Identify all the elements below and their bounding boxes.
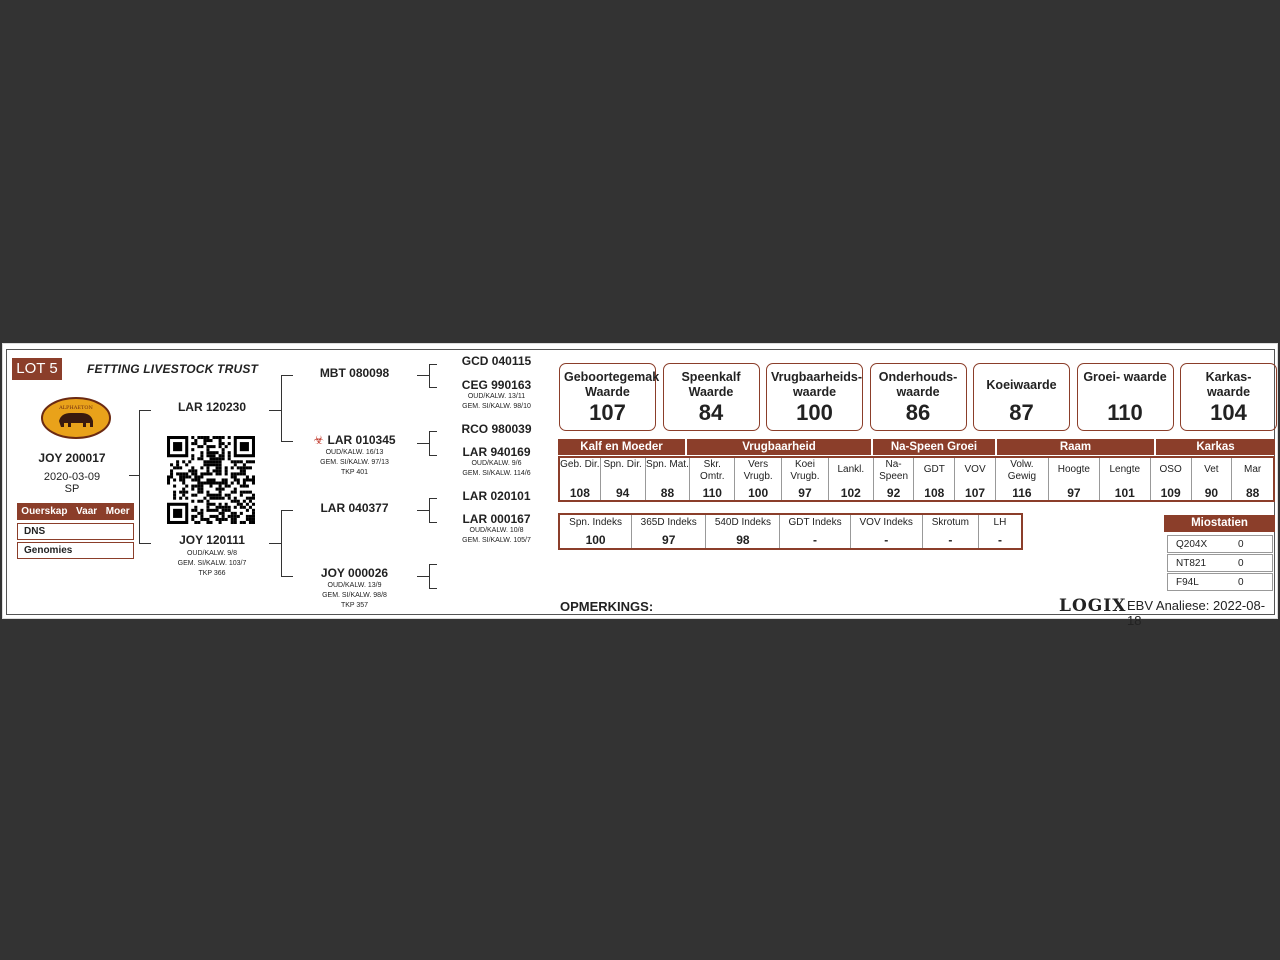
index-cell (632, 515, 706, 548)
pedigree-line (139, 543, 151, 544)
trait-label: Spn. Dir. (603, 459, 642, 470)
index-value: - (884, 533, 889, 547)
pedigree-dss: LAR 020101 (462, 489, 531, 503)
pedigree-ssd: CEG 990163 OUD/KALW. 13/11 GEM. SI/KALW. 98/10 (461, 378, 532, 410)
qr-code[interactable] (167, 436, 255, 524)
group-header-karkas: Karkas (1156, 439, 1275, 455)
index-label: 540D Indeks (714, 517, 771, 528)
trait-cell (874, 458, 915, 500)
trait-cell (1151, 458, 1192, 500)
pedigree-line (281, 375, 282, 441)
pedigree-dam: JOY 120111 OUD/KALW. 9/8 GEM. SI/KALW. 103/7 TKP 366 (177, 533, 247, 577)
trait-value: 116 (1012, 486, 1032, 500)
ebv-box-label: Vrugbaarheids- waarde (771, 370, 862, 399)
ebv-box-label: Karkas- waarde (1205, 370, 1252, 399)
trait-value: 109 (1160, 486, 1181, 500)
trait-value: 88 (660, 486, 675, 500)
pedigree-line (429, 522, 437, 523)
index-cell (979, 515, 1021, 548)
pedigree-line (281, 375, 293, 376)
sire-label: Vaar (76, 506, 98, 517)
trait-value: 100 (748, 486, 769, 500)
breeder-logo (41, 397, 111, 439)
miostatien-value: 0 (1238, 558, 1244, 569)
trait-cell (1232, 458, 1273, 500)
trait-cell (601, 458, 646, 500)
miostatien-gene: F94L (1176, 577, 1199, 588)
pedigree-line (429, 387, 437, 388)
pedigree-line (281, 510, 282, 576)
trait-value: 97 (1067, 486, 1081, 500)
trait-value: 110 (702, 486, 722, 500)
index-table (558, 513, 1023, 550)
trait-value: 90 (1204, 486, 1219, 500)
ebv-box (559, 363, 660, 431)
lot-card (2, 343, 1278, 628)
miostatien-row (1167, 554, 1273, 572)
group-header-raam: Raam (997, 439, 1154, 455)
remarks-label: OPMERKINGS: (560, 599, 654, 614)
dam-label: Moer (105, 506, 130, 517)
pedigree-line (139, 410, 140, 543)
trait-label: Spn. Mat. (646, 459, 689, 470)
lot-card-border (6, 349, 1275, 628)
trait-label: Geb. Dir. (560, 459, 600, 470)
index-cell (923, 515, 979, 548)
pedigree-line (417, 576, 429, 577)
index-value: 97 (662, 533, 676, 547)
group-header-naspeen: Na-Speen Groei (873, 439, 995, 455)
pedigree-sds: RCO 980039 (461, 422, 532, 436)
ebv-box (1077, 363, 1174, 431)
trait-label: Volw. Gewig (1007, 459, 1037, 482)
pedigree-line (269, 410, 281, 411)
ebv-box-label: Geboortegemak Waarde (564, 370, 660, 399)
trait-label: Lankl. (837, 464, 865, 475)
index-value: 100 (585, 533, 606, 547)
logo-text: ALPHAETON (59, 405, 93, 411)
pedigree-line (429, 364, 430, 387)
trait-cell (690, 458, 735, 500)
ebv-box (766, 363, 863, 431)
miostatien-gene: Q204X (1176, 539, 1208, 550)
lot-number: LOT 5 (12, 358, 62, 380)
trait-label: Mar (1244, 464, 1262, 475)
trait-value: 108 (924, 486, 945, 500)
pedigree-line (281, 441, 293, 442)
trait-cell (1100, 458, 1151, 500)
ebv-box-value: 87 (1009, 400, 1034, 425)
pedigree-line (281, 510, 293, 511)
pedigree-line (429, 455, 437, 456)
trait-cell (560, 458, 601, 500)
genomics-row: Genomies (17, 542, 134, 559)
animal-dob: 2020-03-09 (43, 471, 101, 483)
trait-value: 88 (1245, 486, 1260, 500)
index-value: 98 (736, 533, 750, 547)
pedigree-line (139, 410, 151, 411)
ebv-box-value: 107 (589, 400, 626, 425)
animal-sex: SP (64, 483, 80, 495)
index-label: Spn. Indeks (569, 517, 622, 528)
trait-value: 101 (1114, 486, 1135, 500)
index-cell (780, 515, 850, 548)
ebv-box-value: 100 (796, 400, 833, 425)
pedigree-sdd: LAR 940169 OUD/KALW. 9/6 GEM. SI/KALW. 114/6 (462, 445, 531, 477)
ebv-box (1180, 363, 1277, 431)
ebv-analysis-date: EBV Analiese: 2022-08-18 (1127, 598, 1266, 628)
trait-label: Skr. Omtr. (700, 459, 725, 482)
trait-label: GDT (923, 464, 945, 475)
pedigree-line (429, 498, 437, 499)
trait-value: 94 (615, 486, 630, 500)
trait-cell (914, 458, 955, 500)
ebv-box-label: Speenkalf Waarde (681, 370, 741, 399)
miostatien-gene: NT821 (1176, 558, 1207, 569)
trait-cell (829, 458, 874, 500)
ebv-box-value: 104 (1210, 400, 1247, 425)
ebv-box-value: 86 (905, 400, 931, 425)
miostatien-header: Miostatien (1164, 515, 1275, 532)
trait-label: Na- Speen (879, 459, 909, 482)
pedigree-line (429, 588, 437, 589)
award-icon: ☣ (313, 433, 325, 447)
miostatien-value: 0 (1238, 539, 1244, 550)
owner-name: FETTING LIVESTOCK TRUST (87, 362, 259, 376)
ebv-box-value: 84 (698, 400, 724, 425)
pedigree-line (429, 431, 430, 455)
ebv-box-label: Koeiwaarde (986, 378, 1057, 392)
trait-cell (735, 458, 782, 500)
trait-cell (646, 458, 691, 500)
index-value: - (997, 533, 1002, 547)
miostatien-row (1167, 535, 1273, 553)
trait-label: Koei Vrugb. (790, 459, 820, 482)
ebv-box (870, 363, 967, 431)
index-label: 365D Indeks (640, 517, 697, 528)
index-label: GDT Indeks (788, 517, 842, 528)
pedigree-line (429, 364, 437, 365)
parentage-header (17, 503, 134, 520)
index-cell (706, 515, 780, 548)
pedigree-ss: MBT 080098 (319, 366, 390, 380)
ebv-box-label: Groei- waarde (1083, 370, 1167, 384)
pedigree-line (429, 564, 430, 588)
index-value: - (948, 533, 953, 547)
trait-label: Vet (1204, 464, 1219, 475)
ebv-box (973, 363, 1070, 431)
ebv-box (663, 363, 760, 431)
pedigree-line (429, 564, 437, 565)
pedigree-line (417, 443, 429, 444)
trait-label: VOV (964, 464, 986, 475)
miostatien-row (1167, 573, 1273, 591)
trait-cell (1192, 458, 1233, 500)
pedigree-sire: LAR 120230 (177, 400, 247, 414)
group-header-vrugbaarheid: Vrugbaarheid (687, 439, 871, 455)
trait-cell (782, 458, 829, 500)
logix-logo: LOGIX (1059, 596, 1127, 616)
index-label: LH (993, 517, 1007, 528)
pedigree-line (429, 498, 430, 522)
pedigree-line (417, 375, 429, 376)
pedigree-dsd: LAR 000167 OUD/KALW. 10/8 GEM. SI/KALW. 105/7 (462, 512, 531, 544)
miostatien-value: 0 (1238, 577, 1244, 588)
animal-id: JOY 200017 (38, 451, 106, 465)
index-label: Skrotum (931, 517, 969, 528)
pedigree-line (281, 576, 293, 577)
pedigree-line (417, 510, 429, 511)
index-cell (560, 515, 632, 548)
pedigree-sd: ☣ LAR 010345 OUD/KALW. 16/13 GEM. SI/KALW. 97/13 TKP 401 (313, 433, 396, 476)
trait-cell (955, 458, 996, 500)
pedigree-dd: JOY 000026 OUD/KALW. 13/9 GEM. SI/KALW. 98/8 TKP 357 (320, 566, 389, 609)
trait-value: 102 (840, 486, 861, 500)
dns-row: DNS (17, 523, 134, 540)
index-value: - (813, 533, 818, 547)
index-cell (851, 515, 923, 548)
trait-label: Lengte (1109, 464, 1141, 475)
ebv-box-value: 110 (1107, 400, 1143, 425)
trait-label: Hoogte (1057, 464, 1090, 475)
pedigree-line (269, 543, 281, 544)
trait-label: Vers Vrugb. (743, 459, 773, 482)
trait-cell (996, 458, 1049, 500)
ebv-box-label: Onderhouds- waarde (878, 370, 958, 399)
trait-table (558, 456, 1275, 502)
trait-label: OSO (1159, 464, 1182, 475)
trait-value: 92 (886, 486, 901, 500)
pedigree-line (429, 431, 437, 432)
pedigree-line (129, 475, 139, 476)
trait-value: 107 (965, 486, 986, 500)
group-header-kalf: Kalf en Moeder (558, 439, 685, 455)
trait-cell (1049, 458, 1100, 500)
parentage-label: Ouerskap (21, 506, 68, 517)
trait-value: 108 (569, 486, 590, 500)
pedigree-sss: GCD 040115 (461, 354, 532, 368)
pedigree-ds: LAR 040377 (320, 501, 389, 515)
index-label: VOV Indeks (859, 517, 913, 528)
trait-value: 97 (798, 486, 812, 500)
